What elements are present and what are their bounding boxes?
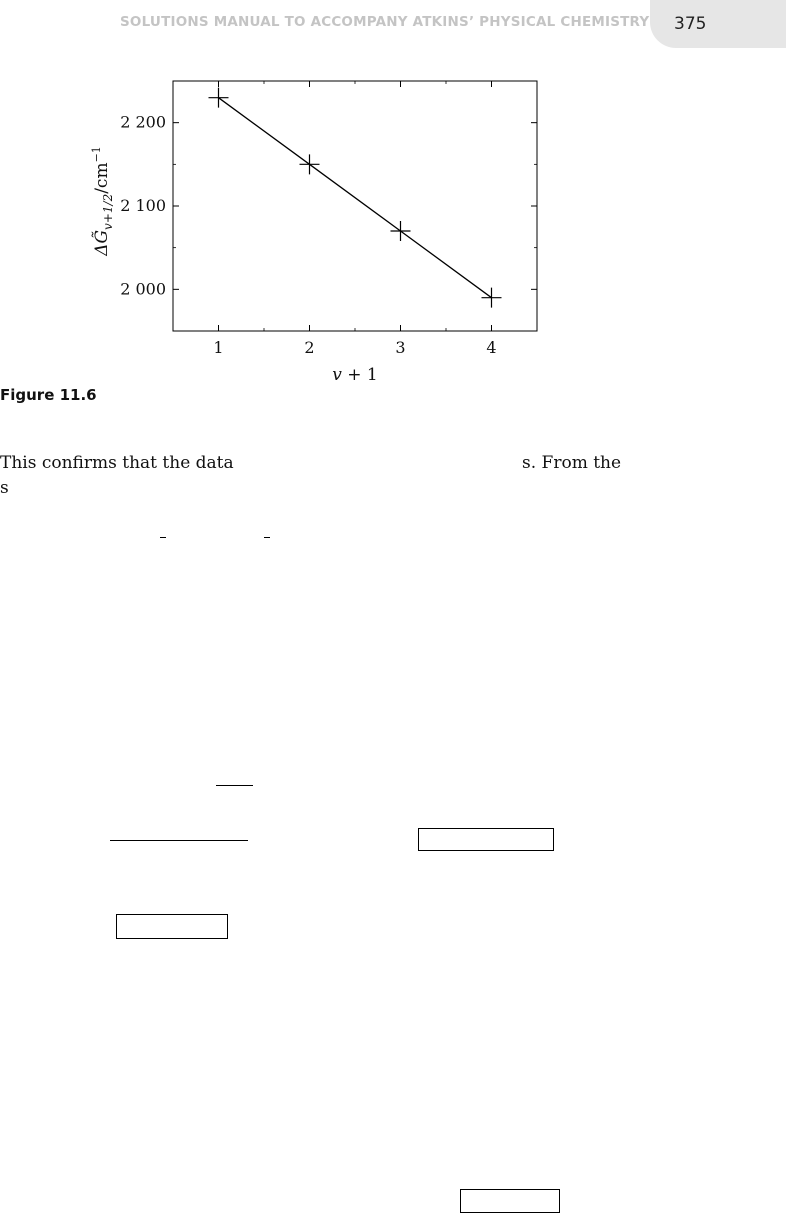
page-number: 375 [674,14,707,34]
answer-box [418,828,554,851]
x-tick-label: 2 [304,338,315,357]
figure-caption: Figure 11.6 [0,386,97,404]
body-text-line-1-right: s. From the [522,453,622,473]
x-tick-label: 3 [395,338,406,357]
data-point-marker [300,154,320,174]
x-tick-label: 1 [213,338,224,357]
figure-11-6-plot [0,0,786,400]
fraction-bar [216,785,253,786]
answer-box [460,1189,560,1213]
fraction-bar [110,840,248,841]
running-header: SOLUTIONS MANUAL TO ACCOMPANY ATKINS’ PHYSICAL CHEMISTRY [120,14,650,30]
series-line [219,98,492,298]
y-tick-label: 2 100 [120,196,166,215]
answer-box [116,914,228,939]
fraction-bar-mark [160,537,166,538]
body-text-line-1-left: This confirms that the data [0,453,234,473]
y-tick-label: 2 200 [120,112,166,132]
fraction-bar-mark [264,537,270,538]
x-tick-label: 4 [486,338,497,357]
data-point-marker [391,221,411,241]
y-axis-label: $\Delta G̃_{v+1/2}/cm^{-1}$ [90,146,115,256]
data-point-marker [482,288,502,308]
y-tick-label: 2 000 [120,279,166,299]
plot-frame [173,81,537,331]
body-text-line-2: s [0,478,9,498]
x-axis-label: v + 1 [332,365,378,385]
data-point-marker [209,88,229,108]
